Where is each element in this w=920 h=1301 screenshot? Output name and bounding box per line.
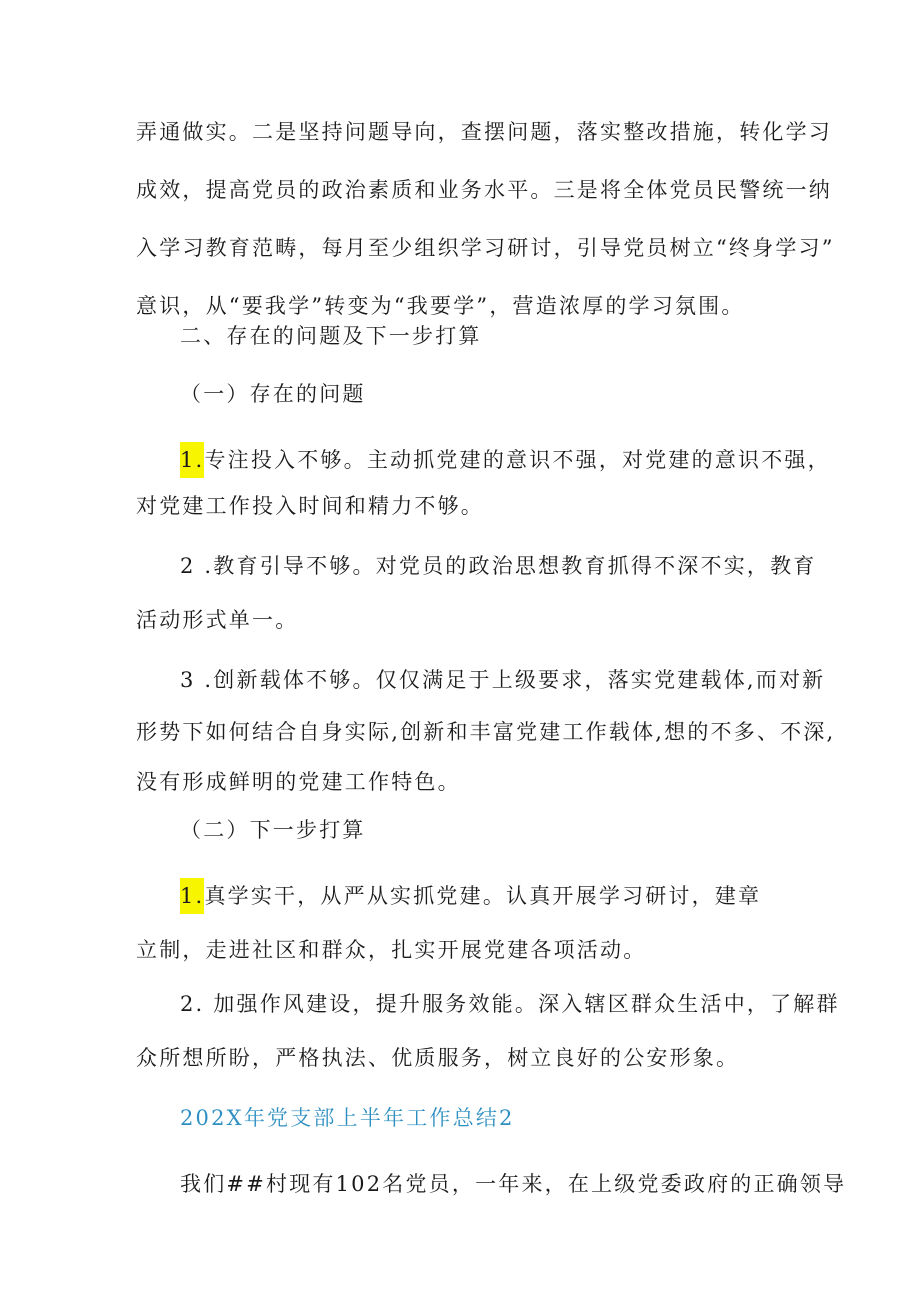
list-item: 2 .教育引导不够。对党员的政治思想教育抓得不深不实，教育 bbox=[180, 554, 817, 578]
highlight-marker: 1. bbox=[180, 442, 204, 478]
paragraph-line: 活动形式单一。 bbox=[136, 608, 299, 632]
list-item-text: 真学实干，从严从实抓党建。认真开展学习研讨，建章 bbox=[204, 884, 762, 908]
paragraph-line: 入学习教育范畴，每月至少组织学习研讨，引导党员树立“终身学习” bbox=[136, 236, 835, 260]
subsection-heading: （二）下一步打算 bbox=[180, 818, 366, 842]
paragraph-line: 弄通做实。二是坚持问题导向，查摆问题，落实整改措施，转化学习 bbox=[136, 120, 832, 144]
paragraph-line: 立制，走进社区和群众，扎实开展党建各项活动。 bbox=[136, 938, 647, 962]
section-heading: 二、存在的问题及下一步打算 bbox=[180, 324, 482, 348]
subsection-heading: （一）存在的问题 bbox=[180, 382, 366, 406]
paragraph-line: 意识，从“要我学”转变为“我要学”，营造浓厚的学习氛围。 bbox=[136, 294, 745, 318]
list-item: 2. 加强作风建设，提升服务效能。深入辖区群众生活中，了解群 bbox=[180, 992, 840, 1016]
next-section-title: 202X年党支部上半年工作总结2 bbox=[180, 1106, 515, 1130]
list-item bbox=[0, 440, 920, 480]
list-item bbox=[0, 876, 920, 916]
list-item: 3 .创新载体不够。仅仅满足于上级要求，落实党建载体,而对新 bbox=[180, 668, 826, 692]
paragraph-line: 众所想所盼，严格执法、优质服务，树立良好的公安形象。 bbox=[136, 1046, 740, 1070]
paragraph-line: 形势下如何结合自身实际,创新和丰富党建工作载体,想的不多、不深, bbox=[136, 720, 836, 744]
highlight-marker: 1. bbox=[180, 878, 204, 914]
paragraph-line: 我们##村现有102名党员，一年来，在上级党委政府的正确领导 bbox=[180, 1172, 847, 1196]
list-item-text: 专注投入不够。主动抓党建的意识不强，对党建的意识不强， bbox=[204, 448, 831, 472]
paragraph-line: 没有形成鲜明的党建工作特色。 bbox=[136, 770, 461, 794]
paragraph-line: 对党建工作投入时间和精力不够。 bbox=[136, 494, 484, 518]
paragraph-line: 成效，提高党员的政治素质和业务水平。三是将全体党员民警统一纳 bbox=[136, 178, 832, 202]
